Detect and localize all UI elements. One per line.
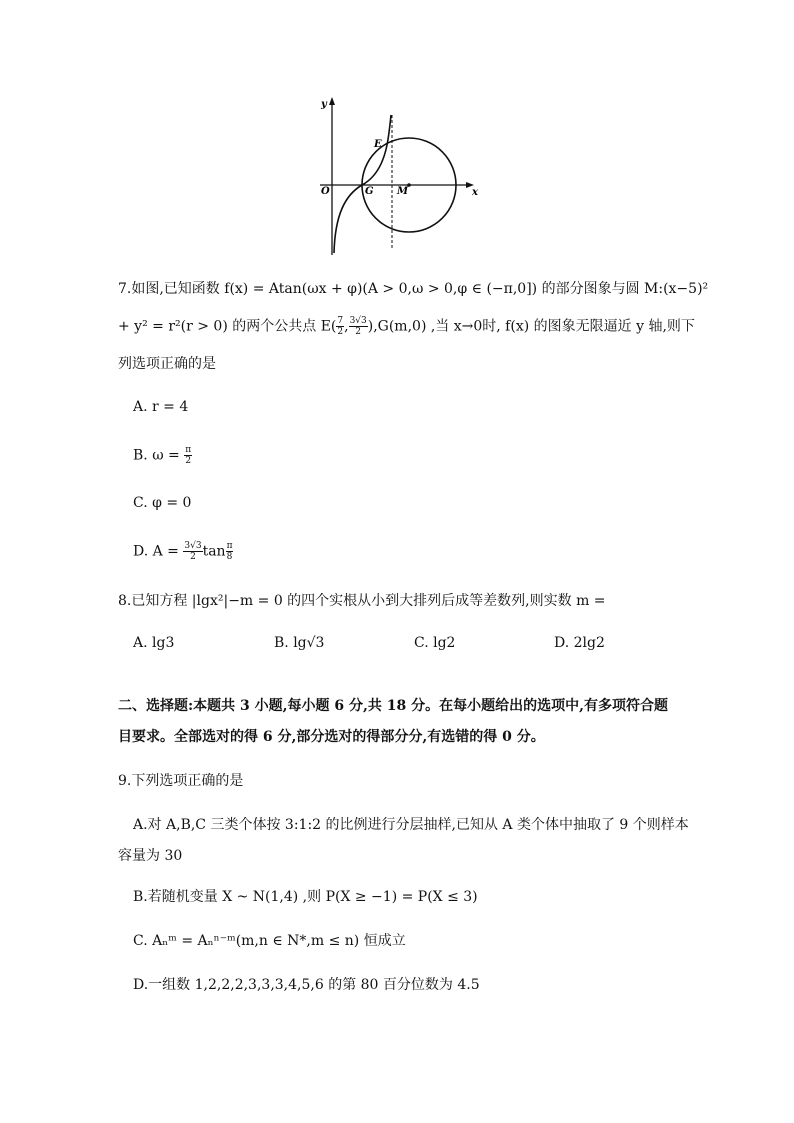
- q9-option-a-line-2: 容量为 30: [118, 848, 183, 864]
- q9-option-c[interactable]: C. Aₙᵐ = Aₙⁿ⁻ᵐ(m,n ∈ N*,m ≤ n) 恒成立: [133, 933, 406, 949]
- y-axis-label: y: [321, 99, 327, 110]
- q7-line-3: 列选项正确的是: [118, 356, 216, 372]
- q8-option-d[interactable]: D. 2lg2: [554, 635, 605, 651]
- tangent-curve: [334, 115, 391, 253]
- origin-label: O: [321, 186, 330, 197]
- tan-arg-fraction: [226, 541, 234, 562]
- q7-line-2-a: + y² = r²(r > 0) 的两个公共点 E(: [118, 318, 337, 335]
- q7-line-2-b: ),G(m,0) ,当 x→0时, f(x) 的图象无限逼近 y 轴,则下: [367, 318, 695, 335]
- q7-option-a[interactable]: A. r = 4: [133, 399, 189, 415]
- a-num: 3√3: [184, 541, 202, 551]
- q9-option-d[interactable]: D.一组数 1,2,2,2,3,3,3,4,5,6 的第 80 百分位数为 4.5: [133, 977, 480, 993]
- section-2-line-2: 目要求。全部选对的得 6 分,部分选对的得部分分,有选错的得 0 分。: [118, 729, 545, 745]
- section-2-line-1: 二、选择题:本题共 3 小题,每小题 6 分,共 18 分。在每小题给出的选项中,有多项符合题: [118, 698, 668, 714]
- q8-option-a[interactable]: A. lg3: [133, 635, 175, 651]
- q7-line-1: 7.如图,已知函数 f(x) = Atan(ωx + φ)(A > 0,ω > 0,φ ∈ (−π,0]) 的部分图象与圆 M:(x−5)²: [118, 281, 709, 297]
- point-e-label: E: [374, 139, 382, 150]
- a-fraction: [183, 541, 202, 562]
- omega-num: π: [185, 445, 192, 455]
- omega-fraction: [184, 445, 192, 466]
- q7-option-b-prefix: B. ω =: [133, 447, 185, 464]
- q7-option-d-prefix: D. A =: [133, 543, 184, 560]
- a-den: 2: [190, 552, 196, 562]
- q9-option-b[interactable]: B.若随机变量 X ~ N(1,4) ,则 P(X ≥ −1) = P(X ≤ 3): [133, 889, 478, 905]
- e-x-den: 2: [337, 327, 344, 337]
- y-axis-arrow: [329, 97, 335, 105]
- q9-option-a-line-1[interactable]: A.对 A,B,C 三类个体按 3:1:2 的比例进行分层抽样,已知从 A 类个体中抽取了 9 个则样本: [133, 817, 689, 833]
- function-circle-figure: [305, 95, 495, 260]
- point-m-label: M: [397, 186, 409, 197]
- q9-stem: 9.下列选项正确的是: [118, 773, 244, 789]
- e-x-num: 7: [337, 316, 344, 326]
- e-x-fraction: [336, 316, 344, 337]
- q7-option-c[interactable]: C. φ = 0: [133, 495, 192, 511]
- omega-den: 2: [185, 456, 192, 466]
- q8-option-b[interactable]: B. lg√3: [274, 635, 325, 651]
- e-y-den: 2: [355, 327, 362, 337]
- q7-option-b[interactable]: [133, 445, 192, 466]
- q7-line-2: + y² = r²(r > 0) 的两个公共点 E( $\frac{7}{2}$ , $\frac{3√3}{2}$ ),G(m,0) ,当 x→0时, f(x) 的图象无限逼近 y 轴,则下: [118, 316, 695, 337]
- x-axis-label: x: [472, 187, 478, 198]
- e-y-num: 3√3: [349, 316, 367, 326]
- tan-arg-num: π: [226, 541, 233, 551]
- tan-arg-den: 8: [226, 552, 233, 562]
- point-g-label: G: [365, 186, 374, 197]
- q7-option-d[interactable]: [133, 541, 233, 562]
- q8-stem: 8.已知方程 |lgx²|−m = 0 的四个实根从小到大排列后成等差数列,则实数 m =: [118, 593, 606, 609]
- tan-text: tan: [202, 543, 226, 560]
- q8-option-c[interactable]: C. lg2: [414, 635, 456, 651]
- e-y-fraction: [349, 316, 368, 337]
